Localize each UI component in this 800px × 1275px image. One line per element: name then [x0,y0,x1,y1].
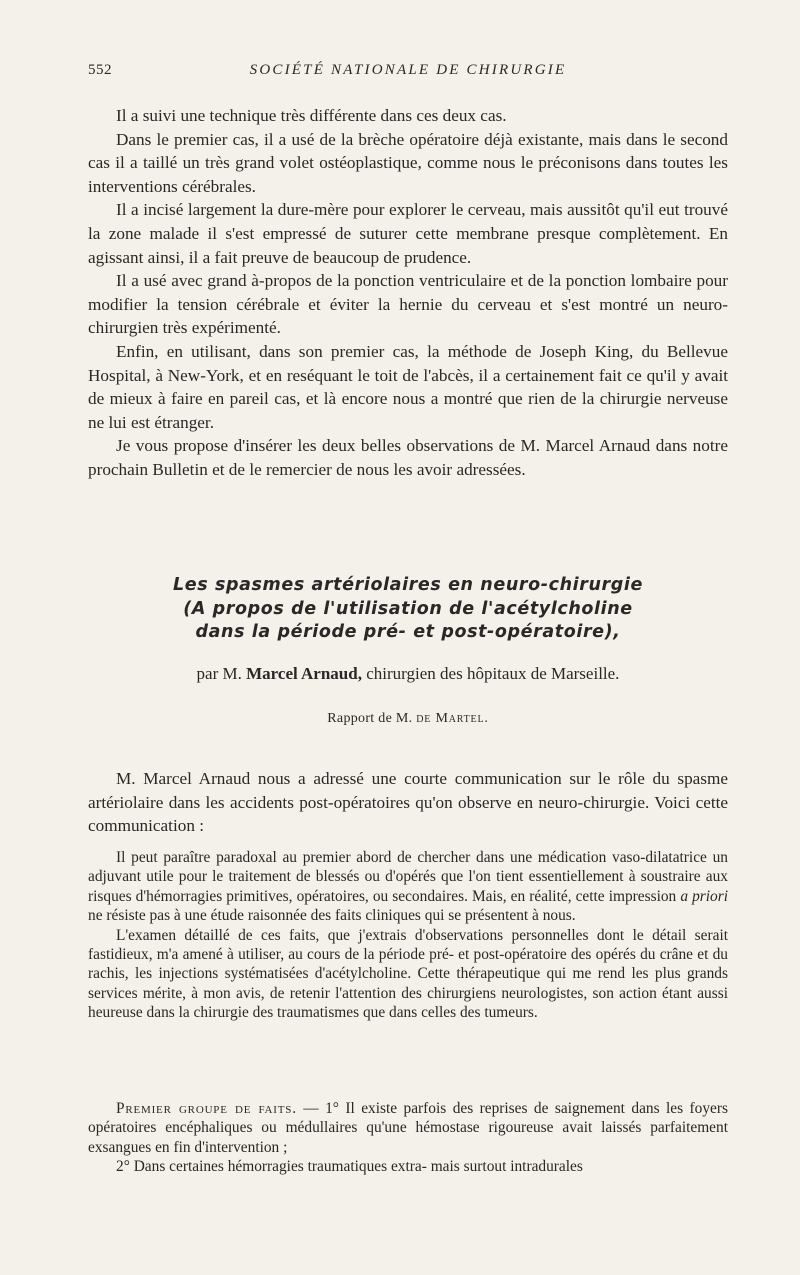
article-title-line: (A propos de l'utilisation de l'acétylcholine [183,598,633,619]
group-paragraph: 2° Dans certaines hémorragies traumatiques extra- mais surtout intradurales [116,1158,583,1176]
group-heading: Premier groupe de faits. [116,1100,297,1117]
group-paragraph [88,1099,728,1157]
quote-text: ne résiste pas à une étude raisonnée des faits cliniques qui se présentent à nous. [88,907,576,925]
quote-paragraph [88,926,728,1023]
intro-paragraph: M. Marcel Arnaud nous a adressé une courte communication sur le rôle du spasme artériolaire dans les accidents post-opératoires qu'on observe en neuro-chirurgie. Voici cette communication : [88,769,728,836]
facts-section [88,1099,728,1177]
body-paragraph: Il a usé avec grand à-propos de la ponction ventriculaire et de la ponction lombaire pour modifier la tension cérébrale et éviter la hernie du cerveau et s'est montré un neuro-chirurgien très expérimenté. [88,271,728,338]
body-paragraph: Je vous propose d'insérer les deux belles observations de M. Marcel Arnaud dans notre prochain Bulletin et de le remercier de nous les avoir adressées. [88,436,728,479]
report-author: de Martel. [416,711,489,726]
report-attribution [88,711,728,727]
group-text: — 1° Il existe parfois des reprises de saignement dans les foyers opératoires encéphaliques ou médullaires qu'une hémostase rigoureuse avait laissés parfaitement exsangues en fin d'intervention ; [88,1100,729,1156]
intro [88,767,728,838]
latin-phrase: a priori [680,887,728,905]
body-paragraph: Enfin, en utilisant, dans son premier cas, la méthode de Joseph King, du Bellevue Hospital, à New-York, et en reséquant le toit de l'abcès, il a certainement fait ce qu'il y avait de mieux à faire en pareil cas, et là encore nous a montré que rien de la chirurgie nerveuse ne lui est étranger. [88,341,728,432]
report-body [88,104,728,482]
body-paragraph: Il a incisé largement la dure-mère pour explorer le cerveau, mais aussitôt qu'il eut trouvé la zone malade il s'est empressé de suturer cette membrane presque complètement. En agissant ainsi, il a fait preuve de beaucoup de prudence. [88,200,728,267]
body-paragraph: Dans le premier cas, il a usé de la brèche opératoire déjà existante, mais dans le second cas il a taillé un très grand volet ostéoplastique, comme nous le préconisons dans toutes les interventions cérébrales. [88,129,728,196]
byline-author: Marcel Arnaud, [246,664,362,683]
page-number: 552 [88,62,112,78]
running-header [88,62,728,82]
article-title-line: dans la période pré- et post-opératoire), [195,622,621,642]
byline [88,664,728,684]
article-title [88,574,728,645]
journal-title: SOCIÉTÉ NATIONALE DE CHIRURGIE [249,62,567,78]
quote-text: Il peut paraître paradoxal au premier abord de chercher dans une médication vaso-dilatatrice un adjuvant utile pour le traitement de blessés ou d'opérés que l'on tient essentiellement à soustraire aux risques d'hémorragies primitives, opératoires, ou secondaires. Mais, en réalité, cette impression [88,849,728,905]
byline-affiliation: chirurgien des hôpitaux de Marseille. [366,664,620,683]
article-title-line: Les spasmes artériolaires en neuro-chirurgie [173,575,643,595]
quote-paragraph [88,848,728,926]
report-prefix: Rapport de M. [327,711,413,726]
communication-text [88,848,728,1023]
quote-text: L'examen détaillé de ces faits, que j'extrais d'observations personnelles dont le détail serait fastidieux, m'a amené à utiliser, au cours de la période pré- et post-opératoire des opérés du crâne et du rachis, les injections systématisées d'acétylcholine. Cette thérapeutique qui me rend les plus grands services mérite, à mon avis, de retenir l'attention des chirurgiens neurologistes, son action étant aussi heureuse dans la chirurgie des traumatismes que dans celles des tumeurs. [88,926,728,1022]
body-paragraph: Il a suivi une technique très différente dans ces deux cas. [116,106,507,125]
byline-prefix: par M. [196,664,242,683]
